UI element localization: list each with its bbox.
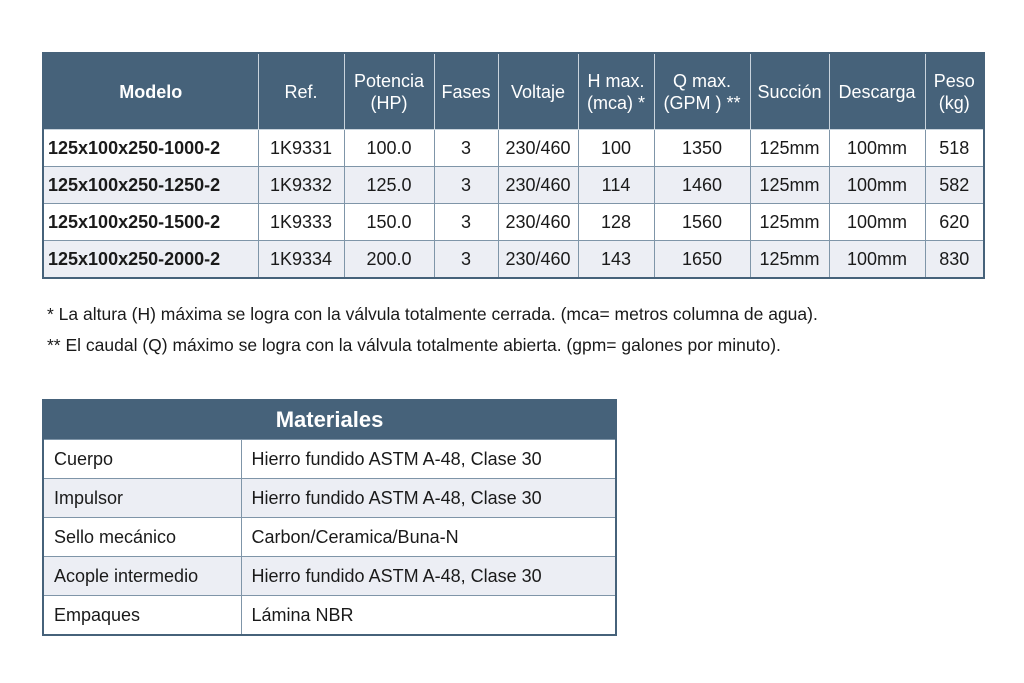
specs-header-row <box>43 53 984 130</box>
header-peso-line1: Peso <box>933 70 975 91</box>
cell-hmax: 100 <box>578 130 654 167</box>
header-ref: Ref. <box>258 53 344 130</box>
cell-peso: 582 <box>925 167 984 204</box>
cell-modelo: 125x100x250-1250-2 <box>43 167 258 204</box>
footnote-flow: ** El caudal (Q) máximo se logra con la válvula totalmente abierta. (gpm= galones por minuto). <box>47 335 781 355</box>
material-part: Impulsor <box>43 479 241 518</box>
cell-potencia: 125.0 <box>344 167 434 204</box>
cell-qmax: 1650 <box>654 241 750 279</box>
header-hmax-line2: (mca) * <box>587 92 645 113</box>
table-row <box>43 204 984 241</box>
cell-fases: 3 <box>434 167 498 204</box>
list-item <box>43 596 616 636</box>
cell-succion: 125mm <box>750 241 829 279</box>
cell-ref: 1K9332 <box>258 167 344 204</box>
pump-specs-table <box>42 52 985 279</box>
table-row <box>43 167 984 204</box>
list-item <box>43 557 616 596</box>
material-value: Hierro fundido ASTM A-48, Clase 30 <box>241 479 616 518</box>
cell-hmax: 114 <box>578 167 654 204</box>
material-part: Empaques <box>43 596 241 636</box>
cell-peso: 518 <box>925 130 984 167</box>
cell-peso: 620 <box>925 204 984 241</box>
material-part: Cuerpo <box>43 440 241 479</box>
cell-descarga: 100mm <box>829 204 925 241</box>
cell-succion: 125mm <box>750 204 829 241</box>
cell-fases: 3 <box>434 241 498 279</box>
cell-succion: 125mm <box>750 167 829 204</box>
header-descarga: Descarga <box>829 53 925 130</box>
materials-table <box>42 399 617 636</box>
cell-potencia: 100.0 <box>344 130 434 167</box>
material-part: Sello mecánico <box>43 518 241 557</box>
cell-potencia: 150.0 <box>344 204 434 241</box>
header-potencia-line1: Potencia <box>353 70 425 91</box>
header-potencia-line2: (HP) <box>370 92 408 113</box>
materials-header-row <box>43 400 616 440</box>
cell-voltaje: 230/460 <box>498 241 578 279</box>
cell-ref: 1K9331 <box>258 130 344 167</box>
material-value: Hierro fundido ASTM A-48, Clase 30 <box>241 440 616 479</box>
cell-succion: 125mm <box>750 130 829 167</box>
cell-voltaje: 230/460 <box>498 204 578 241</box>
cell-fases: 3 <box>434 130 498 167</box>
list-item <box>43 440 616 479</box>
materials-title: Materiales <box>43 400 616 440</box>
cell-voltaje: 230/460 <box>498 167 578 204</box>
header-hmax-line1: H max. <box>587 70 645 91</box>
cell-hmax: 143 <box>578 241 654 279</box>
cell-descarga: 100mm <box>829 167 925 204</box>
header-modelo: Modelo <box>43 53 258 130</box>
footnote-height: * La altura (H) máxima se logra con la válvula totalmente cerrada. (mca= metros columna de agua). <box>47 304 818 324</box>
cell-qmax: 1350 <box>654 130 750 167</box>
list-item <box>43 518 616 557</box>
cell-ref: 1K9333 <box>258 204 344 241</box>
header-qmax <box>654 53 750 130</box>
material-value: Hierro fundido ASTM A-48, Clase 30 <box>241 557 616 596</box>
list-item <box>43 479 616 518</box>
table-row <box>43 241 984 279</box>
cell-hmax: 128 <box>578 204 654 241</box>
material-value: Carbon/Ceramica/Buna-N <box>241 518 616 557</box>
header-potencia <box>344 53 434 130</box>
cell-qmax: 1460 <box>654 167 750 204</box>
header-peso <box>925 53 984 130</box>
cell-qmax: 1560 <box>654 204 750 241</box>
header-qmax-line1: Q max. <box>672 70 731 91</box>
header-voltaje: Voltaje <box>498 53 578 130</box>
table-row <box>43 130 984 167</box>
cell-voltaje: 230/460 <box>498 130 578 167</box>
material-part: Acople intermedio <box>43 557 241 596</box>
cell-ref: 1K9334 <box>258 241 344 279</box>
header-fases: Fases <box>434 53 498 130</box>
cell-descarga: 100mm <box>829 130 925 167</box>
header-succion: Succión <box>750 53 829 130</box>
cell-descarga: 100mm <box>829 241 925 279</box>
cell-modelo: 125x100x250-2000-2 <box>43 241 258 279</box>
header-peso-line2: (kg) <box>938 92 970 113</box>
header-hmax <box>578 53 654 130</box>
cell-modelo: 125x100x250-1000-2 <box>43 130 258 167</box>
material-value: Lámina NBR <box>241 596 616 636</box>
footnotes <box>47 299 818 361</box>
header-qmax-line2: (GPM ) ** <box>663 92 741 113</box>
cell-potencia: 200.0 <box>344 241 434 279</box>
cell-modelo: 125x100x250-1500-2 <box>43 204 258 241</box>
cell-fases: 3 <box>434 204 498 241</box>
cell-peso: 830 <box>925 241 984 279</box>
